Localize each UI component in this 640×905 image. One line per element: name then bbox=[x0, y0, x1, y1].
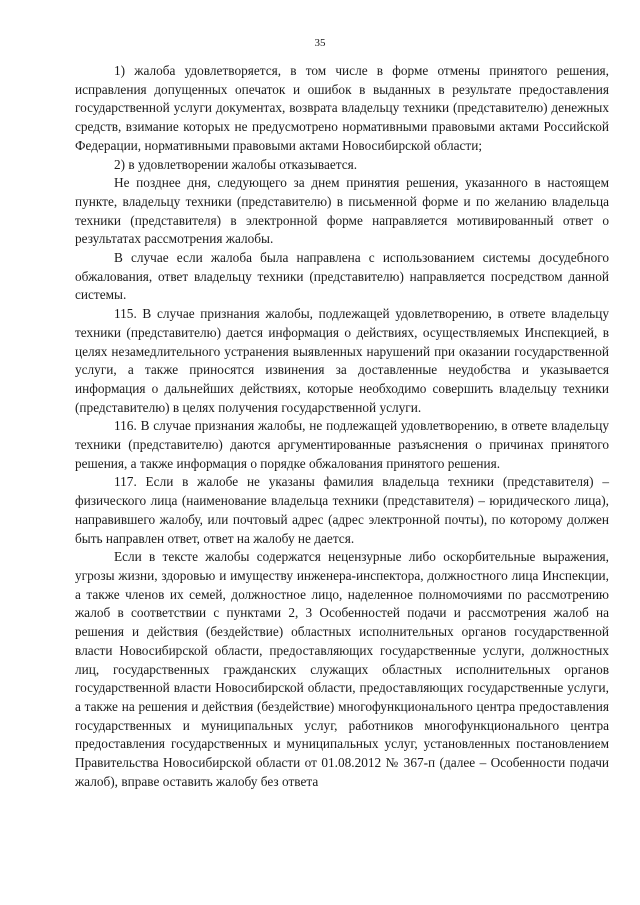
paragraph-item-2: 2) в удовлетворении жалобы отказывается. bbox=[114, 156, 358, 172]
paragraph-item-1: 1) жалоба удовлетворяется, в том числе в форме отмены принятого решения, исправления допущенных опечаток и ошибок в выданных в результате предоставления государственной услуги документах, возврата владельцу техники (представителю) денежных средств, взимание которых не предусмотрено нормативными правовыми актами Российской Федерации, нормативными правовыми актами Новосибирской области; bbox=[75, 63, 609, 153]
paragraph-pretrial-system: В случае если жалоба была направлена с использованием системы досудебного обжалования, ответ владельцу техники (представителю) направляется посредством данной системы. bbox=[75, 250, 609, 303]
paragraph-117: 117. Если в жалобе не указаны фамилия владельца техники (представителя) – физического лица (наименование владельца техники (представителя) – юридического лица), направившего жалобу, или почтовый адрес (адрес электронной почты), по которому должен быть направлен ответ, ответ на жалобу не дается. bbox=[75, 474, 609, 546]
paragraph-response-deadline: Не позднее дня, следующего за днем принятия решения, указанного в настоящем пункте, владельцу техники (представителю) в письменной форме и по желанию владельца техники (представителя) в электронной форме направляется мотивированный ответ о результатах рассмотрения жалобы. bbox=[75, 175, 609, 247]
paragraph-offensive-content: Если в тексте жалобы содержатся нецензурные либо оскорбительные выражения, угрозы жизни, здоровью и имуществу инженера-инспектора, должностного лица Инспекции, а также членов их семей, должностное лицо, наделенное полномочиями по рассмотрению жалоб в соответствии с пунктами 2, 3 Особенностей подачи и рассмотрения жалоб на решения и действия (бездействие) областных исполнительных органов государственной власти Новосибирской области, предоставляющих государственные услуги, должностных лиц, государственных гражданских служащих областных исполнительных органов государственной власти Новосибирской области, предоставляющих государственные услуги, а также на решения и действия (бездействие) многофункционального центра предоставления государственных и муниципальных услуг, работников многофункционального центра предоставления государственных и муниципальных услуг, установленных постановлением Правительства Новосибирской области от 01.08.2012 № 367-п (далее – Особенности подачи жалоб), вправе оставить жалобу без ответа bbox=[75, 549, 609, 789]
paragraph-116: 116. В случае признания жалобы, не подлежащей удовлетворению, в ответе владельцу техники (представителю) даются аргументированные разъяснения о причинах принятого решения, а также информация о порядке обжалования принятого решения. bbox=[75, 418, 609, 471]
page-number: 35 bbox=[314, 37, 326, 49]
paragraph-115: 115. В случае признания жалобы, подлежащей удовлетворению, в ответе владельцу техники (представителю) дается информация о действиях, осуществляемых Инспекцией, в целях незамедлительного устранения выявленных нарушений при оказании государственной услуги, а также приносятся извинения за доставленные неудобства и указывается информация о дальнейших действиях, которые необходимо совершить владельцу техники (представителю) в целях получения государственной услуги. bbox=[75, 306, 609, 415]
document-body bbox=[75, 62, 609, 791]
